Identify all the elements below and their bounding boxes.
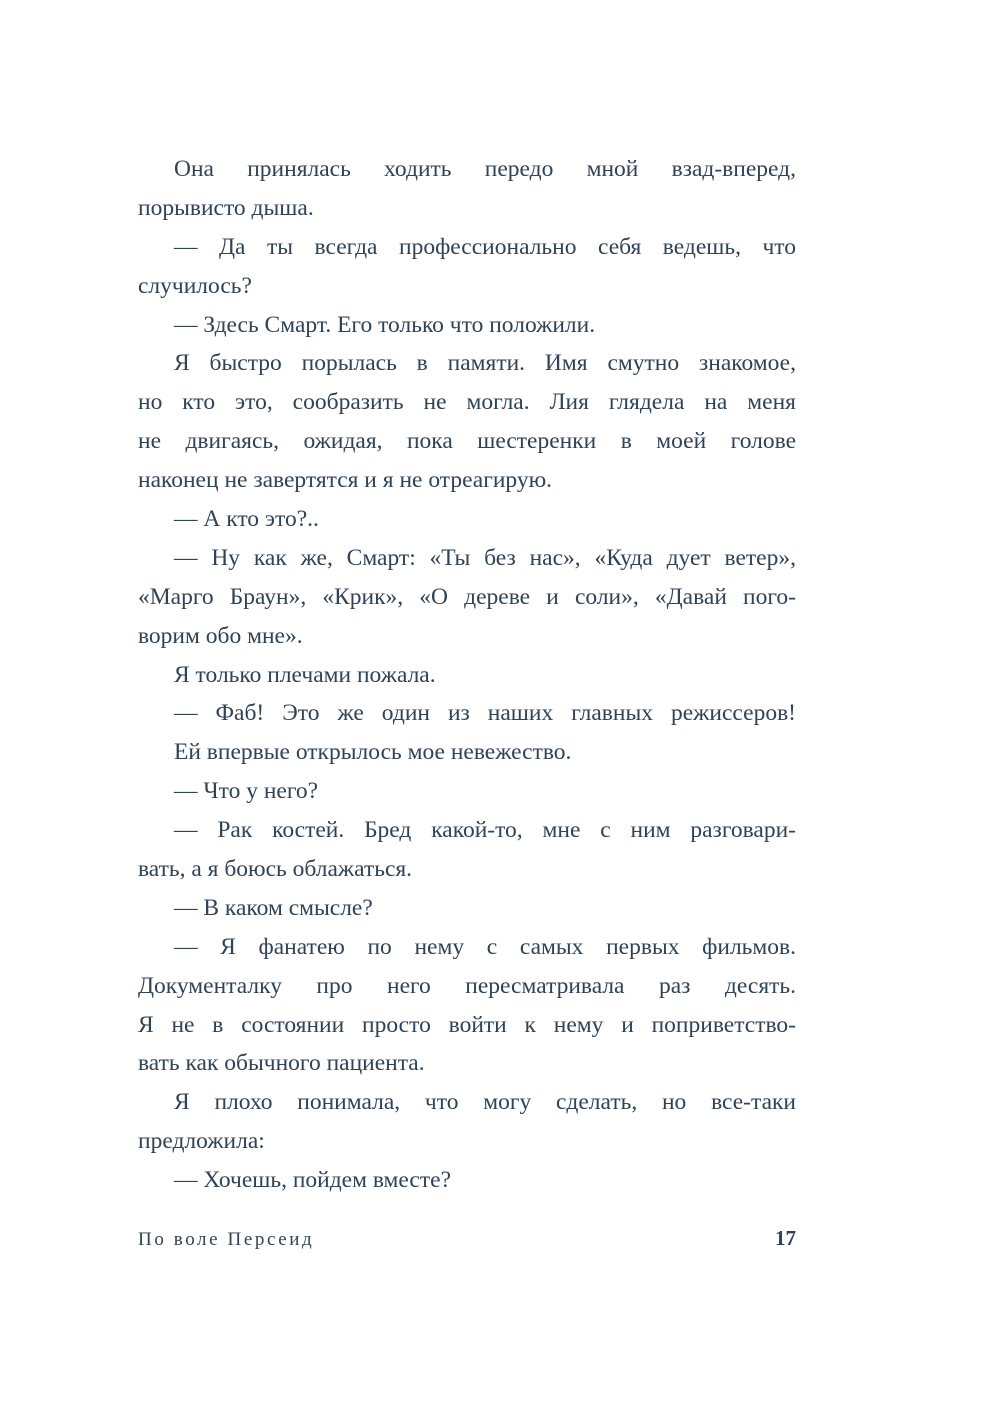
text-line: — Фаб! Это же один из наших главных режиссеров! [174, 700, 796, 727]
text-line: предложила: [138, 1128, 265, 1155]
text-line: — Рак костей. Бред какой-то, мне с ним разговари- [174, 817, 796, 844]
text-line: порывисто дыша. [138, 194, 314, 221]
text-line: Я только плечами пожала. [174, 661, 436, 688]
text-line: Я не в состоянии просто войти к нему и поприветство- [138, 1011, 796, 1038]
text-line: Документалку про него пересматривала раз десять. [138, 972, 796, 999]
text-line: наконец не завертятся и я не отреагирую. [138, 467, 553, 494]
text-line: — Ну как же, Смарт: «Ты без нас», «Куда дует ветер», [174, 544, 796, 571]
page-body-text [138, 150, 796, 1200]
text-line: — Я фанатею по нему с самых первых фильмов. [174, 933, 796, 960]
text-line: Я быстро порылась в памяти. Имя смутно знакомое, [174, 350, 796, 377]
text-line: случилось? [138, 272, 252, 299]
text-line: ворим обо мне». [138, 622, 303, 649]
text-line: Я плохо понимала, что могу сделать, но все-таки [174, 1089, 796, 1116]
text-line: — Что у него? [174, 778, 319, 805]
text-line: вать, а я боюсь облажаться. [138, 856, 413, 883]
text-line: — Здесь Смарт. Его только что положили. [174, 311, 596, 338]
text-line: но кто это, сообразить не могла. Лия глядела на меня [138, 389, 796, 416]
text-line: — В каком смысле? [174, 894, 373, 921]
page-number: 17 [775, 1226, 796, 1250]
text-line: вать как обычного пациента. [138, 1050, 425, 1077]
text-line: Она принялась ходить передо мной взад-вперед, [174, 156, 796, 182]
text-line: «Марго Браун», «Крик», «О дереве и соли», «Давай пого- [138, 583, 796, 610]
text-line: не двигаясь, ожидая, пока шестеренки в моей голове [138, 428, 796, 455]
text-line: — Да ты всегда профессионально себя ведешь, что [174, 233, 796, 260]
text-line: — Хочешь, пойдем вместе? [174, 1167, 451, 1194]
text-line: — А кто это?.. [174, 506, 319, 533]
running-footer-book-title: По воле Персеид [138, 1229, 315, 1250]
text-line: Ей впервые открылось мое невежество. [174, 739, 572, 766]
